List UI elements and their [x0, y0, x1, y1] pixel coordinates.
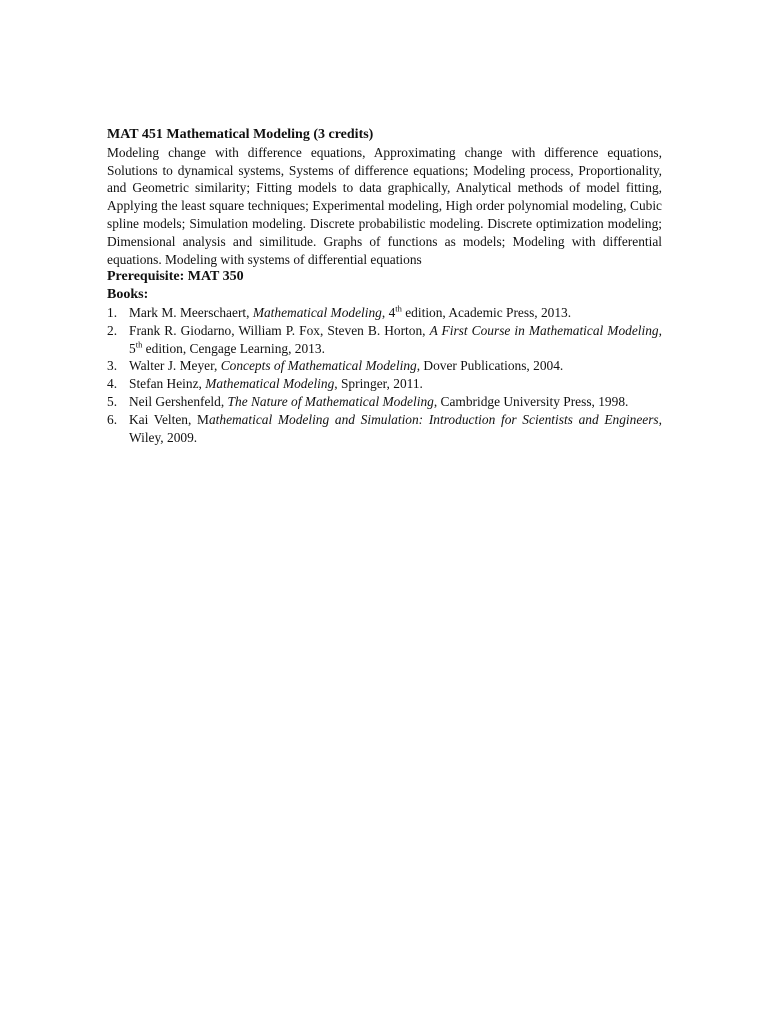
- book-title: Mathematical Modeling: [205, 376, 335, 392]
- book-number: 2.: [107, 322, 118, 338]
- book-list: [107, 304, 662, 446]
- book-edition: , 5: [129, 322, 662, 356]
- book-edition-suffix: th: [395, 303, 402, 314]
- book-number: 5.: [107, 393, 118, 409]
- book-edition-suffix: th: [135, 339, 143, 350]
- book-title: athematical Modeling and Simulation: Introduction for Scientists and Engineers: [208, 411, 659, 427]
- book-item: [107, 304, 662, 322]
- course-title: MAT 451 Mathematical Modeling (3 credits): [107, 127, 374, 142]
- book-title: The Nature of Mathematical Modeling: [227, 393, 434, 409]
- prerequisite: Prerequisite: MAT 350: [107, 269, 244, 285]
- book-authors: Frank R. Giodarno, William P. Fox, Steven B. Horton,: [129, 322, 430, 338]
- book-authors: Neil Gershenfeld,: [129, 393, 228, 409]
- course-description: Modeling change with difference equations, Approximating change with difference equations, Solutions to dynamical systems, Systems of difference equations; Modeling process, Proportionality, and Geometric similarity; Fitting models to data graphically, Analytical methods of model fitting, Applying the least square techniques; Experimental modeling, High order polynomial modeling, Cubic spline models; Simulation modeling. Discrete probabilistic modeling. Discrete optimization modeling; Dimensional analysis and similitude. Graphs of functions as models; Modeling with differential equations. Modeling with systems of differential equations: [107, 144, 662, 267]
- book-number: 6.: [107, 411, 118, 427]
- course-page: [107, 126, 662, 446]
- book-title: Mathematical Modeling: [252, 304, 382, 320]
- book-publisher: edition, Academic Press, 2013.: [401, 304, 572, 320]
- book-authors: Walter J. Meyer,: [129, 358, 221, 374]
- book-title: Concepts of Mathematical Modeling: [220, 358, 417, 374]
- book-publisher: edition, Cengage Learning, 2013.: [142, 340, 325, 356]
- book-publisher: , Cambridge University Press, 1998.: [433, 393, 629, 409]
- book-item: [107, 357, 662, 375]
- book-item: [107, 411, 662, 447]
- book-publisher: , Wiley, 2009.: [129, 411, 663, 445]
- book-title: A First Course in Mathematical Modeling: [429, 322, 659, 338]
- book-authors: Stefan Heinz,: [129, 376, 206, 392]
- book-authors: Mark M. Meerschaert,: [129, 304, 253, 320]
- book-authors: Kai Velten, M: [129, 411, 209, 427]
- book-item: [107, 375, 662, 393]
- book-publisher: , Springer, 2011.: [334, 376, 423, 392]
- books-heading: Books:: [107, 287, 149, 303]
- book-number: 4.: [107, 376, 118, 392]
- book-item: [107, 322, 662, 358]
- book-number: 3.: [107, 358, 118, 374]
- book-item: [107, 393, 662, 411]
- book-edition: , 4: [381, 304, 396, 320]
- book-number: 1.: [107, 304, 118, 320]
- book-publisher: , Dover Publications, 2004.: [416, 358, 564, 374]
